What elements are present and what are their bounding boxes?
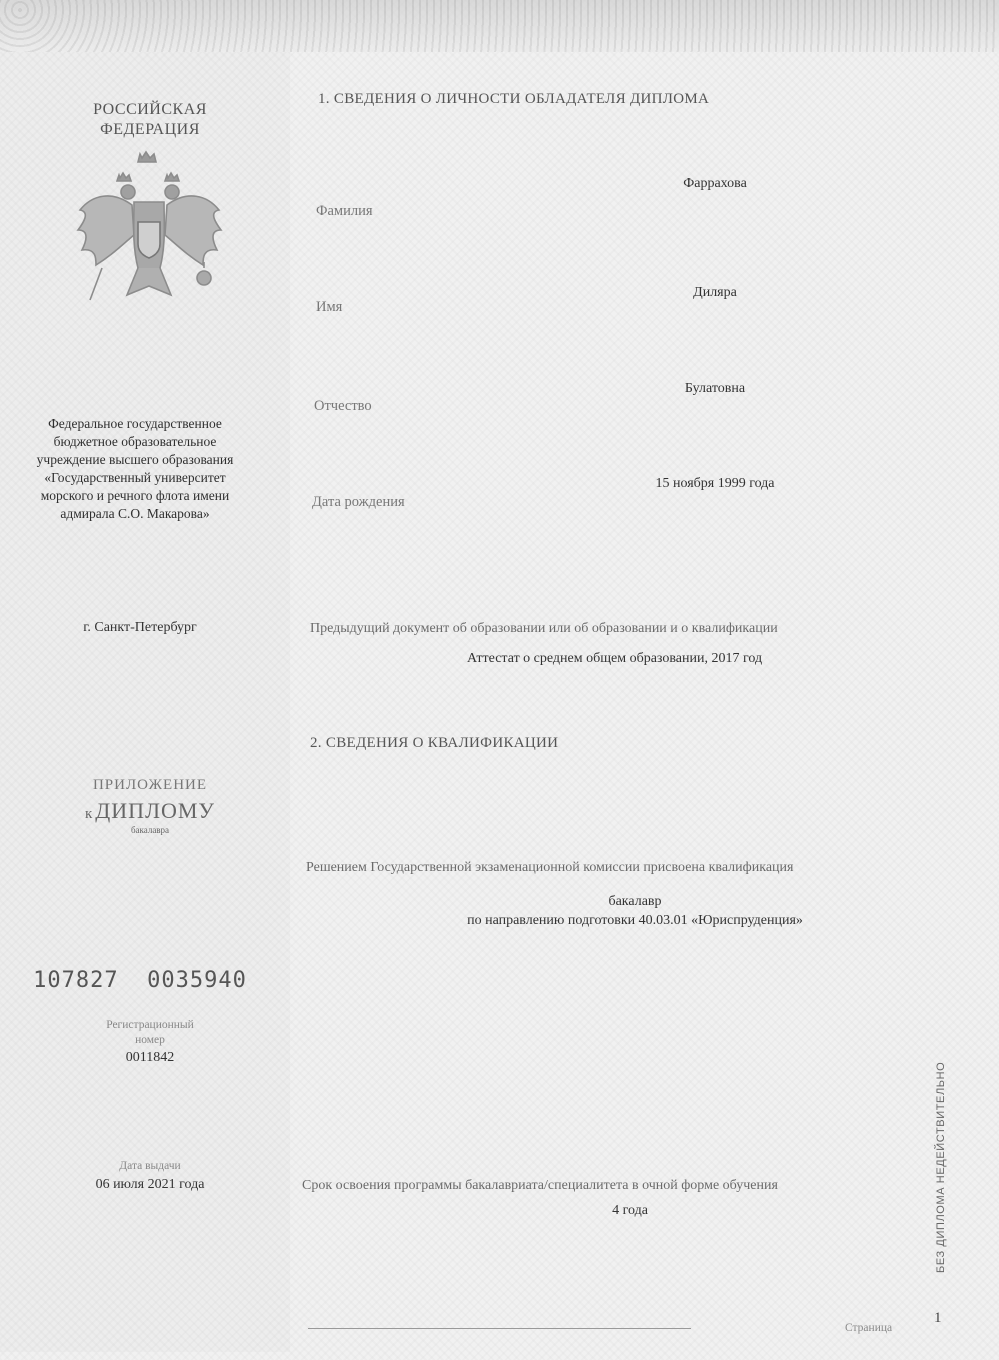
page-number: 1 (934, 1310, 942, 1326)
organization-name: Федеральное государственное бюджетное образовательное учреждение высшего образования «Государственный университет морского и речного флота имени адмирала С.О. Макарова» (36, 416, 234, 521)
appendix-diploma: кДИПЛОМУ (84, 798, 216, 823)
registration-number: 0011842 (125, 1050, 175, 1065)
coat-of-arms-icon (72, 150, 227, 310)
birthdate-value: 15 ноября 1999 года (655, 476, 775, 491)
invalid-without-diploma-note: БЕЗ ДИПЛОМА НЕДЕЙСТВИТЕЛЬНО (935, 1061, 947, 1274)
degree-level: бакалавра (130, 825, 170, 835)
section1-title: 1. СВЕДЕНИЯ О ЛИЧНОСТИ ОБЛАДАТЕЛЯ ДИПЛОМА (318, 91, 710, 107)
section2-title: 2. СВЕДЕНИЯ О КВАЛИФИКАЦИИ (310, 735, 559, 751)
bottom-divider (308, 1328, 691, 1329)
birthdate-label: Дата рождения (312, 494, 405, 510)
page-label: Страница (845, 1322, 893, 1334)
surname-value: Фаррахова (683, 176, 747, 191)
qualification-value: бакалавр (608, 894, 662, 909)
serial-number: 107827 0035940 (33, 968, 247, 993)
surname-label: Фамилия (316, 203, 373, 219)
name-label: Имя (316, 299, 343, 315)
duration-label: Срок освоения программы бакалавриата/специалитета в очной форме обучения (302, 1178, 778, 1193)
patronymic-value: Булатовна (684, 381, 746, 396)
duration-value: 4 года (612, 1203, 648, 1218)
issue-date-label: Дата выдачи (119, 1160, 181, 1172)
direction-value: по направлению подготовки 40.03.01 «Юриспруденция» (467, 913, 803, 928)
appendix-title: ПРИЛОЖЕНИЕ (92, 777, 208, 793)
issue-date: 06 июля 2021 года (95, 1177, 205, 1192)
previous-document-label: Предыдущий документ об образовании или об образовании и о квалификации (310, 621, 778, 636)
country-title: РОССИЙСКАЯ ФЕДЕРАЦИЯ (93, 101, 207, 138)
registration-label: Регистрационный номер (106, 1019, 194, 1046)
city: г. Санкт-Петербург (83, 620, 197, 635)
name-value: Диляра (693, 285, 737, 300)
top-ornament-border (0, 0, 999, 52)
previous-document-value: Аттестат о среднем общем образовании, 2017 год (467, 651, 763, 666)
patronymic-label: Отчество (314, 398, 372, 414)
qualification-decision-label: Решением Государственной экзаменационной комиссии присвоена квалификация (306, 860, 794, 875)
